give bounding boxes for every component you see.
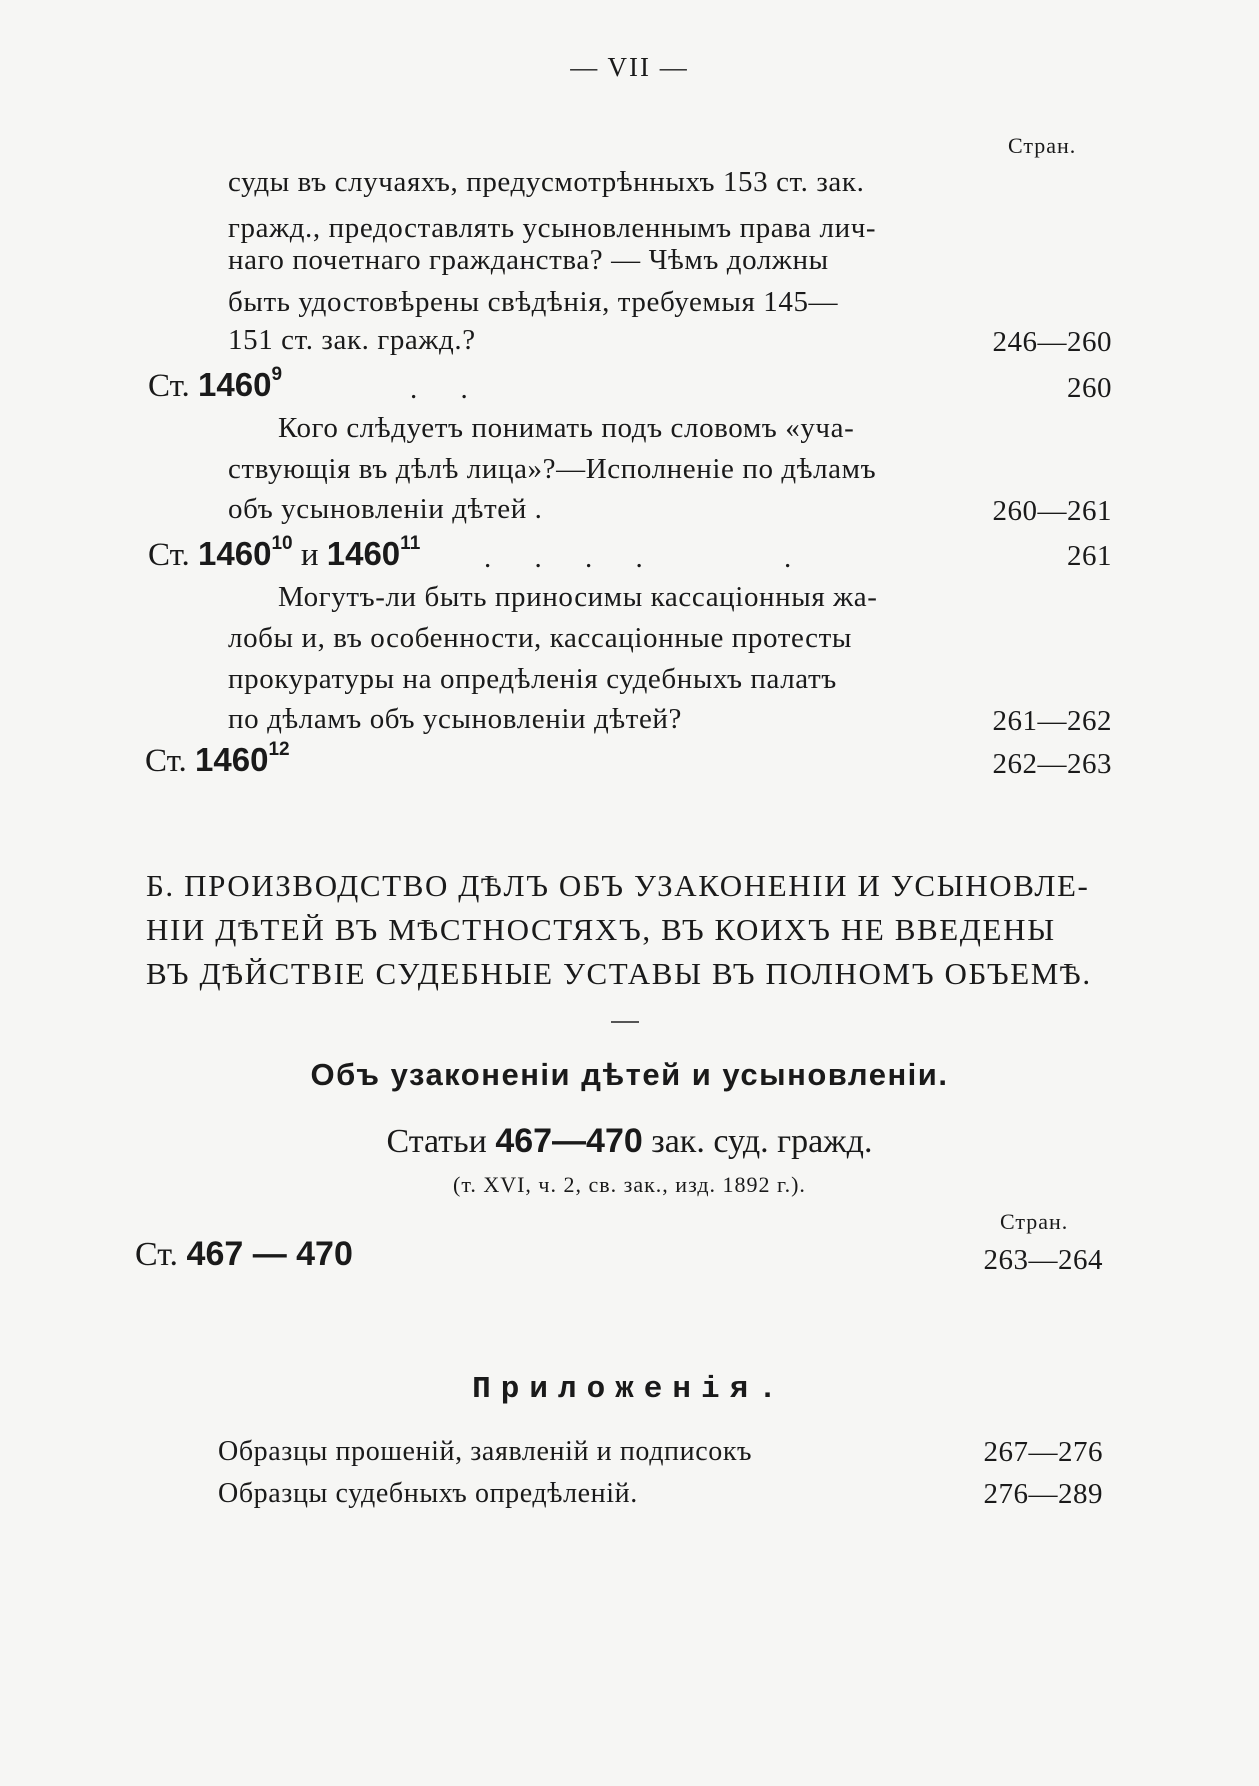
section-line: Б. ПРОИЗВОДСТВО ДѢЛЪ ОБЪ УЗАКОНЕНІИ И УСЫНОВЛЕ- <box>146 868 1090 903</box>
text-line: Кого слѣдуетъ понимать подъ словомъ «уча- <box>278 412 855 444</box>
article-number: 1460 <box>195 741 269 778</box>
article-heading <box>148 366 282 405</box>
appendix-item-label: Образцы прошеній, заявленій и подписокъ <box>218 1436 753 1467</box>
article-superscript: 11 <box>400 533 421 554</box>
page-ref: 262—263 <box>992 748 1112 780</box>
text-line: прокуратуры на опредѣленія судебныхъ палатъ <box>228 663 837 695</box>
text-line: лобы и, въ особенности, кассаціонные протесты <box>228 622 853 654</box>
page-ref: 260—261 <box>992 495 1112 527</box>
page-ref: 261—262 <box>992 705 1112 737</box>
article-prefix: Ст. <box>135 1236 179 1273</box>
section-line: ВЪ ДѢЙСТВІЕ СУДЕБНЫЕ УСТАВЫ ВЪ ПОЛНОМЪ ОБЪЕМѢ. <box>146 956 1092 991</box>
article-superscript: 9 <box>271 364 283 385</box>
text-line: ствующія въ дѣлѣ лица»?—Исполненіе по дѣламъ <box>228 453 877 485</box>
article-number: 1460 <box>326 535 401 572</box>
article-superscript: 12 <box>268 739 290 760</box>
text-line: наго почетнаго гражданства? — Чѣмъ должны <box>228 244 829 276</box>
article-heading <box>145 741 290 780</box>
page-ref: 267—276 <box>983 1436 1103 1468</box>
leader-dots: . . <box>410 373 486 405</box>
page-ref: 276—289 <box>983 1478 1103 1510</box>
statutes-suffix: зак. суд. гражд. <box>651 1123 873 1160</box>
page-ref: 263—264 <box>983 1244 1103 1276</box>
column-header-pages: Стран. <box>1008 133 1077 158</box>
appendix-title: Приложенія. <box>472 1372 787 1407</box>
page-number: — VII — <box>570 52 689 82</box>
text-line: гражд., предоставлять усыновленнымъ права лич- <box>228 212 877 244</box>
text-line: суды въ случаяхъ, предусмотрѣнныхъ 153 ст. зак. <box>228 166 865 198</box>
appendix-item-label: Образцы судебныхъ опредѣленій. <box>218 1478 638 1509</box>
separator-dash <box>611 1021 639 1023</box>
column-header-pages: Стран. <box>1000 1209 1069 1234</box>
section-line: НІИ ДѢТЕЙ ВЪ МѢСТНОСТЯХЪ, ВЪ КОИХЪ НЕ ВВЕДЕНЫ <box>146 912 1056 947</box>
article-prefix: Ст. <box>145 743 187 779</box>
page-ref: 260 <box>1067 372 1112 404</box>
article-superscript: 10 <box>271 533 293 554</box>
article-number: 1460 <box>198 366 272 403</box>
text-line: объ усыновленіи дѣтей . <box>228 493 543 525</box>
article-prefix: Ст. <box>148 368 190 404</box>
text-line: 151 ст. зак. гражд.? <box>228 324 476 356</box>
article-number: 467 — 470 <box>186 1235 353 1273</box>
leader-dot: . <box>784 542 810 574</box>
text-line: быть удостовѣрены свѣдѣнія, требуемыя 145— <box>228 286 839 318</box>
article-number: 1460 <box>198 535 272 572</box>
text-line: Могутъ-ли быть приносимы кассаціонныя жа- <box>278 581 878 613</box>
page-ref: 261 <box>1067 540 1112 572</box>
statutes-line <box>0 1122 1259 1161</box>
leader-dots: . . . . <box>484 542 661 574</box>
statutes-prefix: Статьи <box>386 1123 487 1160</box>
text-line: по дѣламъ объ усыновленіи дѣтей? <box>228 703 683 735</box>
statutes-note: (т. XVI, ч. 2, св. зак., изд. 1892 г.). <box>453 1172 806 1197</box>
conjunction: и <box>300 537 319 573</box>
page-ref: 246—260 <box>992 326 1112 358</box>
subtitle: Объ узаконеніи дѣтей и усыновленіи. <box>310 1057 949 1092</box>
statutes-range: 467—470 <box>495 1122 643 1160</box>
article-heading <box>135 1235 353 1274</box>
article-prefix: Ст. <box>148 537 190 573</box>
article-heading <box>148 535 420 574</box>
